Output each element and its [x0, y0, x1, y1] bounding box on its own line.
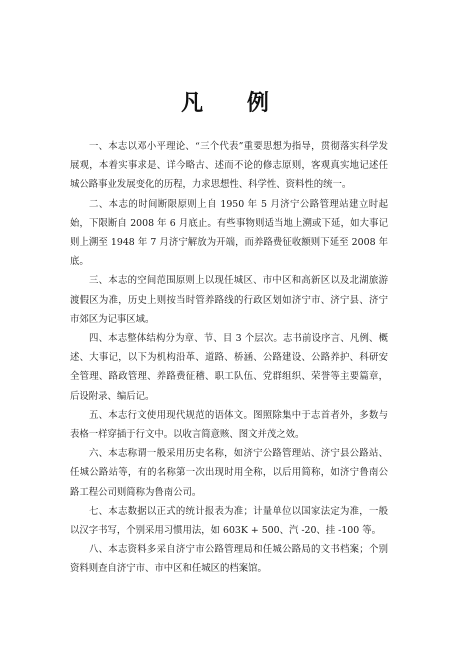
paragraph-4: 四、本志整体结构分为章、节、目 3 个层次。志书前设序言、凡例、概述、大事记，以下为机构沿革、道路、桥涵、公路建设、公路养护、科研安全管理、路政管理、养路费征稽、职工队伍、党群组织、荣誉等主要篇章，后设附录、编后记。 — [70, 333, 388, 402]
paragraph-3: 三、本志的空间范围原则上以现任城区、市中区和高新区以及北湖旅游渡假区为准，历史上则按当时管养路线的行政区划如济宁市、济宁县、济宁市郊区为记事区域。 — [70, 275, 388, 325]
paragraph-2: 二、本志的时间断限原则上自 1950 年 5 月济宁公路管理站建立时起始，下限断自 2008 年 6 月底止。有些事物则适当地上溯或下延，如大事记则上溯至 1948 年 7 月济宁解放为开端，而养路费征收额则下延至 2008 年底。 — [70, 198, 388, 268]
document-body — [70, 137, 388, 579]
paragraph-8: 八、本志资料多采自济宁市公路管理局和任城公路局的文书档案；个别资料则查自济宁市、市中区和任城区的档案馆。 — [70, 544, 388, 575]
paragraph-7: 七、本志数据以正式的统计报表为准；计量单位以国家法定为准，一般以汉字书写，个别采用习惯用法，如 603K + 500、汽 -20、挂 -100 等。 — [70, 505, 388, 537]
page-title: 凡 例 — [181, 90, 287, 116]
paragraph-5: 五、本志行文使用现代规范的语体文。图照除集中于志首者外，多数与表格一样穿插于行文中。以收言简意赅、图文并茂之效。 — [70, 409, 388, 441]
paragraph-6: 六、本志称谓一般采用历史名称，如济宁公路管理站、济宁县公路站、任城公路站等，有的名称第一次出现时用全称，以后用简称，如济宁鲁南公路工程公司则简称为鲁南公司。 — [70, 448, 388, 498]
paragraph-1: 一、本志以邓小平理论、“三个代表”重要思想为指导，贯彻落实科学发展观，本着实事求是、详今略古、述而不论的修志原则，客观真实地记述任城公路事业发展变化的历程，力求思想性、科学性、资料性的统一。 — [70, 141, 388, 191]
